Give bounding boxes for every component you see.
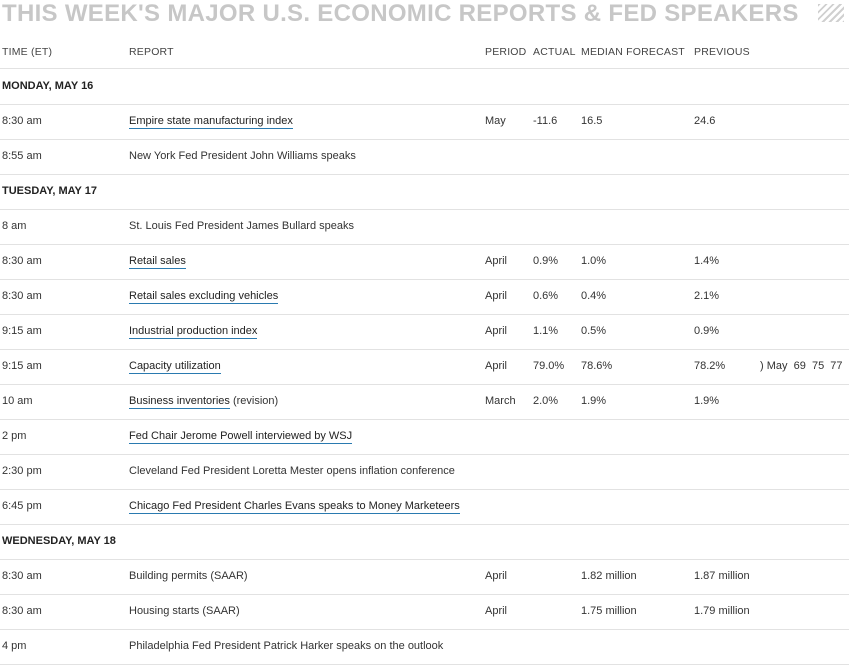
time-cell: 8:30 am xyxy=(2,115,42,127)
report-cell: Housing starts (SAAR) xyxy=(129,605,240,617)
period-cell: April xyxy=(485,325,508,337)
time-cell: 8:30 am xyxy=(2,605,42,617)
actual-cell: 0.6% xyxy=(533,290,559,302)
report-cell xyxy=(129,314,257,349)
time-cell: 9:15 am xyxy=(2,360,42,372)
time-cell: 2:30 pm xyxy=(2,465,42,477)
report-cell: Building permits (SAAR) xyxy=(129,570,248,582)
table-row xyxy=(0,349,849,385)
previous-cell: 0.9% xyxy=(694,325,720,337)
median-cell: 0.5% xyxy=(581,325,607,337)
day-label: TUESDAY, MAY 17 xyxy=(2,185,97,197)
header-period: PERIOD xyxy=(485,46,527,58)
report-link[interactable]: Capacity utilization xyxy=(129,360,221,372)
median-cell: 1.0% xyxy=(581,255,607,267)
report-cell xyxy=(129,349,221,384)
report-link[interactable]: Fed Chair Jerome Powell interviewed by WSJ xyxy=(129,430,353,442)
table-row xyxy=(0,489,849,525)
time-cell: 4 pm xyxy=(2,640,27,652)
table-row xyxy=(0,419,849,455)
previous-cell: 1.9% xyxy=(694,395,720,407)
previous-cell: 1.87 million xyxy=(694,570,750,582)
median-cell: 1.75 million xyxy=(581,605,637,617)
report-cell: Philadelphia Fed President Patrick Harker speaks on the outlook xyxy=(129,640,444,652)
time-cell: 8:30 am xyxy=(2,570,42,582)
period-cell: March xyxy=(485,395,516,407)
report-link[interactable]: Retail sales xyxy=(129,255,186,267)
table-row xyxy=(0,209,849,245)
report-cell: Cleveland Fed President Loretta Mester opens inflation conference xyxy=(129,465,455,477)
actual-cell: 0.9% xyxy=(533,255,559,267)
median-cell: 16.5 xyxy=(581,115,603,127)
actual-cell: 1.1% xyxy=(533,325,559,337)
day-header-row xyxy=(0,174,849,210)
report-cell xyxy=(129,104,293,139)
period-cell: April xyxy=(485,360,508,372)
period-cell: April xyxy=(485,605,508,617)
median-cell: 0.4% xyxy=(581,290,607,302)
report-link[interactable]: Business inventories xyxy=(129,395,230,407)
time-cell: 6:45 pm xyxy=(2,500,42,512)
table-row xyxy=(0,279,849,315)
median-cell: 1.82 million xyxy=(581,570,637,582)
table-row xyxy=(0,454,849,490)
previous-cell: 1.4% xyxy=(694,255,720,267)
median-cell: 1.9% xyxy=(581,395,607,407)
time-cell: 8:30 am xyxy=(2,290,42,302)
report-link[interactable]: Chicago Fed President Charles Evans speaks to Money Marketeers xyxy=(129,500,460,512)
time-cell: 2 pm xyxy=(2,430,27,442)
actual-cell: -11.6 xyxy=(533,115,558,127)
time-cell: 8:55 am xyxy=(2,150,42,162)
period-cell: April xyxy=(485,290,508,302)
report-cell xyxy=(129,489,460,524)
time-cell: 9:15 am xyxy=(2,325,42,337)
time-cell: 8:30 am xyxy=(2,255,42,267)
report-cell: New York Fed President John Williams speaks xyxy=(129,150,356,162)
day-header-row xyxy=(0,524,849,560)
median-cell: 78.6% xyxy=(581,360,613,372)
report-cell xyxy=(129,384,278,419)
header-actual: ACTUAL xyxy=(533,46,576,58)
table-row xyxy=(0,244,849,280)
header-previous: PREVIOUS xyxy=(694,46,750,58)
table-row xyxy=(0,139,849,175)
report-link[interactable]: Retail sales excluding vehicles xyxy=(129,290,279,302)
previous-cell: 78.2% xyxy=(694,360,726,372)
table-row xyxy=(0,314,849,350)
time-cell: 10 am xyxy=(2,395,33,407)
report-suffix: (revision) xyxy=(229,395,279,407)
period-cell: April xyxy=(485,255,508,267)
report-link[interactable]: Industrial production index xyxy=(129,325,258,337)
extra-cell: ) May 69 75 77 xyxy=(760,360,843,372)
table-row xyxy=(0,629,849,665)
page-title: THIS WEEK'S MAJOR U.S. ECONOMIC REPORTS & FED SPEAKERS xyxy=(2,0,799,27)
day-header-row xyxy=(0,69,849,105)
table-row xyxy=(0,104,849,140)
period-cell: April xyxy=(485,570,508,582)
table-row xyxy=(0,384,849,420)
report-cell: St. Louis Fed President James Bullard speaks xyxy=(129,220,355,232)
hatch-decoration xyxy=(818,4,844,22)
actual-cell: 79.0% xyxy=(533,360,565,372)
previous-cell: 2.1% xyxy=(694,290,720,302)
day-label: WEDNESDAY, MAY 18 xyxy=(2,535,116,547)
previous-cell: 24.6 xyxy=(694,115,716,127)
table-row xyxy=(0,559,849,595)
time-cell: 8 am xyxy=(2,220,27,232)
report-link[interactable]: Empire state manufacturing index xyxy=(129,115,293,127)
report-cell xyxy=(129,279,278,314)
actual-cell: 2.0% xyxy=(533,395,559,407)
header-time: TIME (ET) xyxy=(2,46,53,58)
header-report: REPORT xyxy=(129,46,174,58)
day-label: MONDAY, MAY 16 xyxy=(2,80,94,92)
report-cell xyxy=(129,419,352,454)
period-cell: May xyxy=(485,115,506,127)
table-row xyxy=(0,594,849,630)
header-median: MEDIAN FORECAST xyxy=(581,46,685,58)
previous-cell: 1.79 million xyxy=(694,605,750,617)
report-cell xyxy=(129,244,186,279)
